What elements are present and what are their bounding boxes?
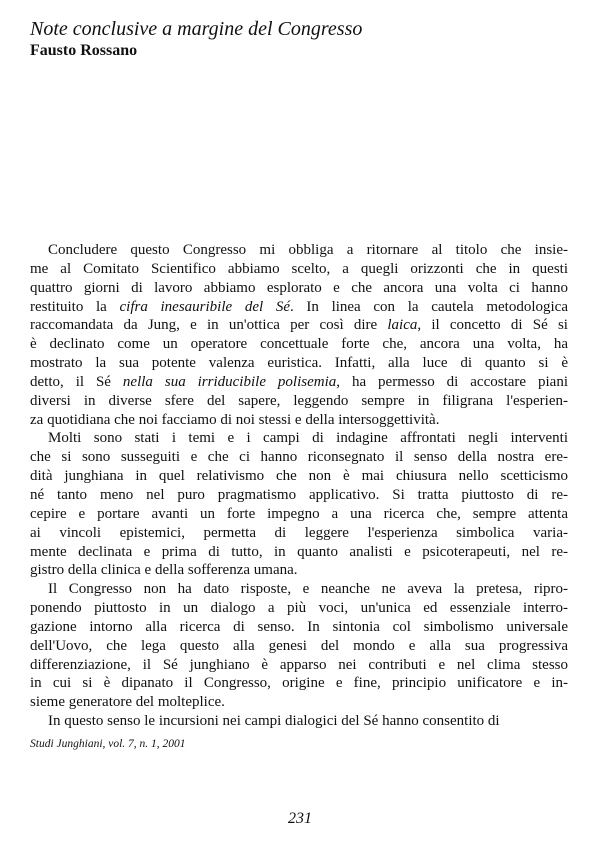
article-title: Note conclusive a margine del Congresso [30,18,363,40]
text-line: gistro della clinica e della sofferenza umana. [30,562,298,579]
paragraph [30,241,568,429]
text-line: za quotidiana che noi facciamo di noi stessi e della intersoggettività. [30,411,440,428]
text-line: Concludere questo Congresso mi obbliga a ritornare al titolo che insie- [48,242,568,258]
paragraph [30,580,568,712]
text-line: restituito la cifra inesauribile del Sé. In linea con la cautela metodologica [30,298,568,315]
text-line: differenziazione, il Sé junghiano è apparso nei contributi e nel clima stesso [30,656,568,673]
italic-phrase: nella sua irriducibile polisemia, [122,373,340,390]
text-line: dità junghiana in quel relativismo che non è mai chiusura nello scetticismo [30,468,568,485]
author-name: Fausto Rossano [30,42,138,59]
article-body [30,241,568,731]
text-line: Molti sono stati i temi e i campi di indagine affrontati negli interventi [48,430,568,447]
text-line: mente declinata e prima di tutto, in quanto analisti e psicoterapeuti, nel re- [30,543,568,560]
text-line: raccomandata da Jung, e in un'ottica per così dire laica, il concetto di Sé si [30,317,568,334]
text-line: In questo senso le incursioni nei campi dialogici del Sé hanno consentito di [48,713,500,730]
text-line: né tanto meno nel puro pragmatismo applicativo. Si tratta piuttosto di re- [30,486,568,503]
text-line: diversi in diverse sfere del sapere, leggendo sempre in filigrana l'esperien- [30,392,568,409]
paragraph [30,712,568,731]
text-line: che si sono susseguiti e che ci hanno riconsegnato il senso della nostra ere- [30,449,568,466]
text-line: mostrato la sua potente valenza euristica. Infatti, alla luce di quanto si è [30,355,568,372]
text-line: gazione intorno alla ricerca di senso. In sintonia col simbolismo universale [30,618,568,635]
text-line: me al Comitato Scientifico abbiamo scelto, a quegli orizzonti che in questi [30,260,568,277]
text-line: è declinato come un operatore concettuale forte che, ancora una volta, ha [30,336,568,353]
text-line: quattro giorni di lavoro abbiamo esplorato e che ancora una volta ci hanno [30,279,568,296]
text-line: sieme generatore del molteplice. [30,694,225,711]
text-line: in cui si è dipanato il Congresso, origine e fine, principio unificatore e in- [30,675,568,692]
text-line: ponendo piuttosto in un dialogo a più voci, un'unica ed essenziale interro- [30,600,568,617]
italic-phrase: laica [387,317,418,334]
page-number: 231 [288,810,312,827]
journal-citation: Studi Junghiani, vol. 7, n. 1, 2001 [30,738,186,750]
text-line: Il Congresso non ha dato risposte, e neanche ne aveva la pretesa, ripro- [48,581,568,598]
paragraph [30,429,568,580]
text-line: cepire e portare avanti un forte impegno a una ricerca che, sempre attenta [30,505,568,522]
text-line: ai vincoli epistemici, permetta di leggere l'esperienza simbolica varia- [30,524,568,541]
text-line: detto, il Sé nella sua irriducibile polisemia, ha permesso di accostare piani [30,373,568,390]
text-line: dell'Uovo, che lega questo alla genesi del mondo e alla sua progressiva [30,637,568,654]
italic-phrase: cifra inesauribile del Sé [119,298,290,315]
